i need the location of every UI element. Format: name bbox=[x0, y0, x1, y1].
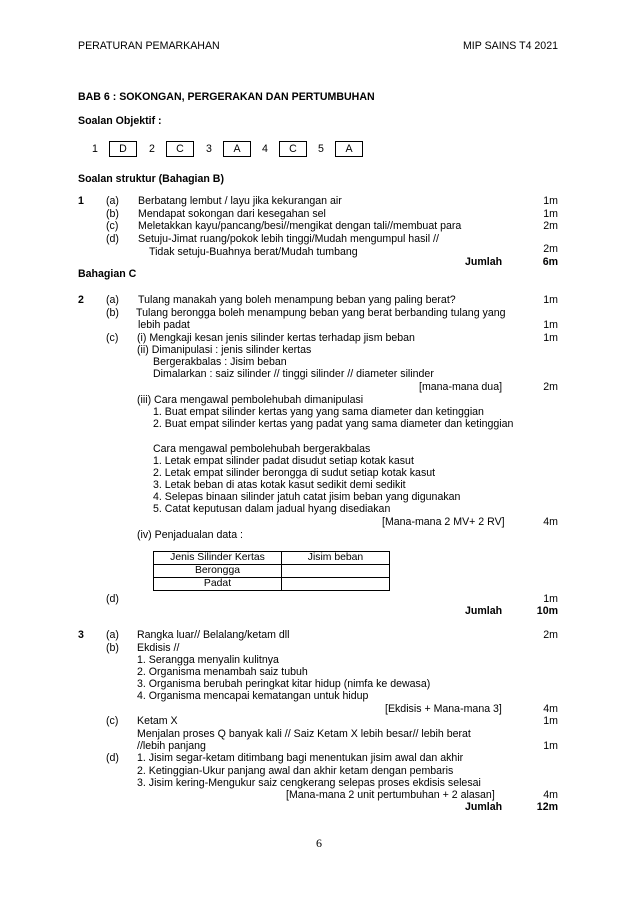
mark: 4m bbox=[543, 703, 558, 715]
table-cell bbox=[282, 565, 390, 578]
answer-text: Tulang berongga boleh menampung beban yang berat berbanding tulang yang bbox=[136, 307, 506, 319]
part-label: (d) bbox=[106, 752, 119, 764]
answer-text: 1. Buat empat silinder kertas yang yang sama diameter dan ketinggian bbox=[153, 406, 484, 418]
part-label: (a) bbox=[106, 195, 119, 207]
mark: 2m bbox=[543, 220, 558, 232]
mark: 1m bbox=[543, 208, 558, 220]
objective-number: 5 bbox=[318, 143, 324, 155]
part-label: (c) bbox=[106, 220, 119, 232]
note: [Mana-mana 2 unit pertumbuhan + 2 alasan] bbox=[286, 789, 495, 801]
answer-text: Ekdisis // bbox=[137, 642, 180, 654]
question-number: 1 bbox=[78, 195, 84, 207]
total-mark: 12m bbox=[536, 801, 558, 813]
step: 1. Letak empat silinder padat disudut setiap kotak kasut bbox=[153, 455, 414, 467]
answer-text: Cara mengawal pembolehubah bergerakbalas bbox=[153, 443, 371, 455]
answer-text: Tulang manakah yang boleh menampung beban yang paling berat? bbox=[138, 294, 456, 306]
answer-text: Ketam X bbox=[137, 715, 178, 727]
objective-answer-box: D bbox=[109, 141, 137, 157]
question-number: 3 bbox=[78, 629, 84, 641]
answer-text: Tidak setuju-Buahnya berat/Mudah tumbang bbox=[149, 246, 358, 258]
objective-number: 3 bbox=[206, 143, 212, 155]
part-label: (c) bbox=[106, 332, 119, 344]
mark: 1m bbox=[543, 332, 558, 344]
mark: 2m bbox=[543, 381, 558, 393]
objective-number: 1 bbox=[92, 143, 98, 155]
note: [mana-mana dua] bbox=[419, 381, 503, 393]
objective-answer-box: A bbox=[223, 141, 251, 157]
answer-text: Mendapat sokongan dari kesegahan sel bbox=[138, 208, 326, 220]
mark: 2m bbox=[543, 629, 558, 641]
mark: 1m bbox=[543, 319, 558, 331]
page-header-right: MIP SAINS T4 2021 bbox=[462, 40, 558, 52]
part-label: (d) bbox=[106, 593, 119, 605]
answer-text: Menjalan proses Q banyak kali // Saiz Ketam X lebih besar// lebih berat bbox=[137, 728, 471, 740]
part-label: (b) bbox=[106, 307, 119, 319]
mark: 1m bbox=[543, 294, 558, 306]
section-c-heading: Bahagian C bbox=[78, 268, 137, 280]
table-header: Jenis Silinder Kertas bbox=[154, 552, 282, 565]
page-header-left: PERATURAN PEMARKAHAN bbox=[78, 40, 220, 52]
objective-answer-box: C bbox=[279, 141, 307, 157]
step: 2. Letak empat silinder berongga di sudut setiap kotak kasut bbox=[153, 467, 436, 479]
answer-text: Dimalarkan : saiz silinder // tinggi silinder // diameter silinder bbox=[153, 368, 434, 380]
answer-text: Meletakkan kayu/pancang/besi//mengikat dengan tali//membuat para bbox=[138, 220, 462, 232]
answer-text: 2. Buat empat silinder kertas yang padat yang sama diameter dan ketinggian bbox=[153, 418, 514, 430]
table-row bbox=[154, 578, 390, 591]
answer-text: Setuju-Jimat ruang/pokok lebih tinggi/Mudah mengumpul hasil // bbox=[138, 233, 439, 245]
total-label: Jumlah bbox=[465, 605, 503, 617]
table-cell: Berongga bbox=[154, 565, 282, 578]
mark: 4m bbox=[543, 789, 558, 801]
list-item: 2. Ketinggian-Ukur panjang awal dan akhir ketam dengan pembaris bbox=[137, 765, 454, 777]
answer-text: Bergerakbalas : Jisim beban bbox=[153, 356, 287, 368]
table-cell: Padat bbox=[154, 578, 282, 591]
mark: 1m bbox=[543, 715, 558, 727]
page-number: 6 bbox=[316, 836, 322, 850]
answer-text: //lebih panjang bbox=[137, 740, 206, 752]
total-label: Jumlah bbox=[465, 256, 503, 268]
objective-answer-box: C bbox=[166, 141, 194, 157]
step: 5. Catat keputusan dalam jadual hyang disediakan bbox=[153, 503, 391, 515]
note: [Mana-mana 2 MV+ 2 RV] bbox=[382, 516, 505, 528]
step: 3. Letak beban di atas kotak kasut sedikit demi sedikit bbox=[153, 479, 406, 491]
table-row bbox=[154, 565, 390, 578]
answer-text: (iv) Penjadualan data : bbox=[137, 529, 244, 541]
part-label: (a) bbox=[106, 629, 119, 641]
mark: 1m bbox=[543, 593, 558, 605]
table-cell bbox=[282, 578, 390, 591]
total-mark: 10m bbox=[536, 605, 558, 617]
objective-answer-box: A bbox=[335, 141, 363, 157]
mark: 1m bbox=[543, 195, 558, 207]
part-label: (b) bbox=[106, 642, 119, 654]
total-label: Jumlah bbox=[465, 801, 503, 813]
objective-heading: Soalan Objektif : bbox=[78, 115, 162, 127]
section-b-heading: Soalan struktur (Bahagian B) bbox=[78, 173, 224, 185]
part-label: (a) bbox=[106, 294, 119, 306]
list-item: 1. Serangga menyalin kulitnya bbox=[137, 654, 279, 666]
total-mark: 6m bbox=[542, 256, 558, 268]
list-item: 3. Jisim kering-Mengukur saiz cengkerang selepas proses ekdisis selesai bbox=[137, 777, 481, 789]
table-header: Jisim beban bbox=[282, 552, 390, 565]
list-item: 1. Jisim segar-ketam ditimbang bagi menentukan jisim awal dan akhir bbox=[137, 752, 464, 764]
list-item: 2. Organisma menambah saiz tubuh bbox=[137, 666, 308, 678]
mark: 1m bbox=[543, 740, 558, 752]
part-label: (c) bbox=[106, 715, 119, 727]
note: [Ekdisis + Mana-mana 3] bbox=[385, 703, 502, 715]
answer-text: (ii) Dimanipulasi : jenis silinder kertas bbox=[137, 344, 312, 356]
answer-text: Rangka luar// Belalang/ketam dll bbox=[137, 629, 290, 641]
part-label: (d) bbox=[106, 233, 119, 245]
step: 4. Selepas binaan silinder jatuh catat jisim beban yang digunakan bbox=[153, 491, 461, 503]
list-item: 3. Organisma berubah peringkat kitar hidup (nimfa ke dewasa) bbox=[137, 678, 431, 690]
answer-text: (iii) Cara mengawal pembolehubah dimanipulasi bbox=[137, 394, 364, 406]
answer-text: (i) Mengkaji kesan jenis silinder kertas terhadap jism beban bbox=[137, 332, 415, 344]
answer-text: lebih padat bbox=[138, 319, 190, 331]
mark: 4m bbox=[543, 516, 558, 528]
mark: 2m bbox=[543, 243, 558, 255]
question-number: 2 bbox=[78, 294, 84, 306]
objective-number: 4 bbox=[262, 143, 268, 155]
list-item: 4. Organisma mencapai kematangan untuk hidup bbox=[137, 690, 369, 702]
chapter-title: BAB 6 : SOKONGAN, PERGERAKAN DAN PERTUMBUHAN bbox=[78, 91, 375, 103]
answer-text: Berbatang lembut / layu jika kekurangan air bbox=[138, 195, 342, 207]
part-label: (b) bbox=[106, 208, 119, 220]
objective-number: 2 bbox=[149, 143, 155, 155]
data-table bbox=[153, 551, 390, 591]
